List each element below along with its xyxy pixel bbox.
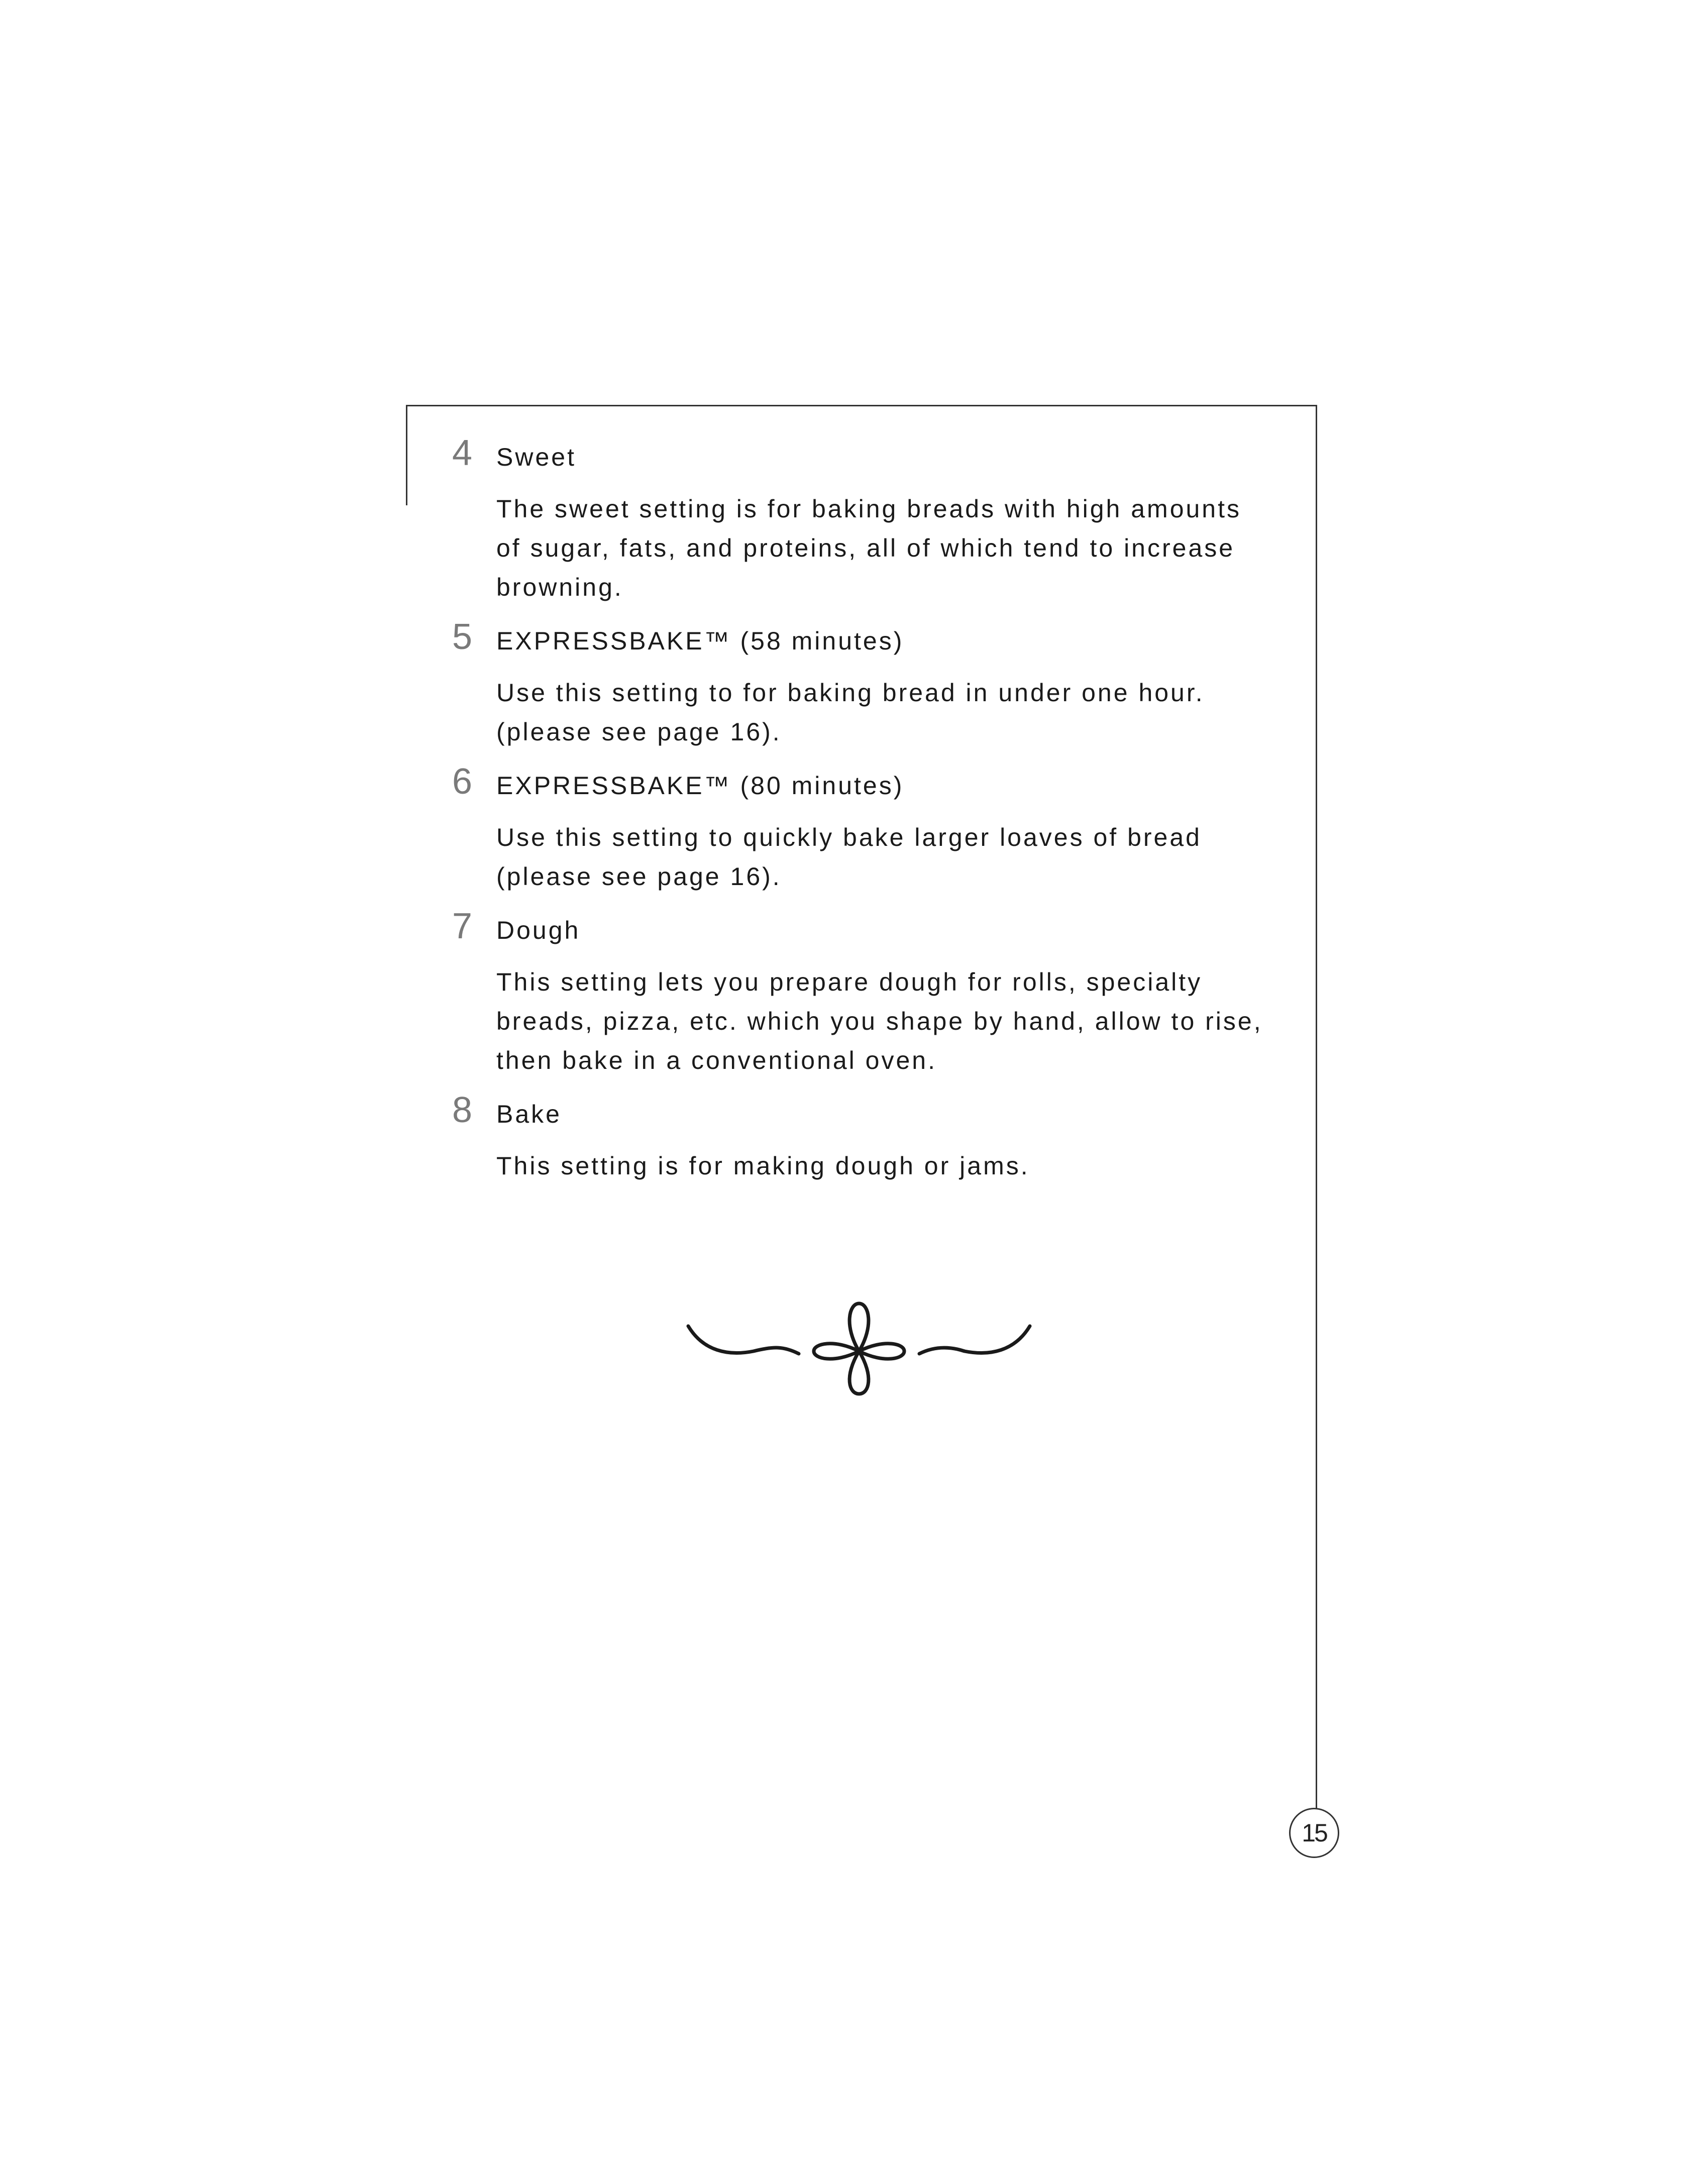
section-number: 4	[452, 433, 473, 473]
setting-section-expressbake-80	[452, 761, 1276, 896]
section-number: 7	[452, 906, 473, 946]
section-title: Bake	[496, 1100, 562, 1128]
section-title: EXPRESSBAKE™ (80 minutes)	[496, 772, 904, 800]
section-number: 8	[452, 1090, 473, 1130]
flourish-divider-icon	[683, 1296, 1035, 1396]
section-title: Dough	[496, 916, 581, 944]
settings-list	[452, 433, 1276, 1205]
frame-right-rule	[1316, 405, 1317, 1809]
setting-section-dough	[452, 906, 1276, 1080]
section-number: 6	[452, 761, 473, 802]
setting-section-sweet	[452, 433, 1276, 607]
setting-section-bake	[452, 1090, 1276, 1185]
section-description: This setting lets you prepare dough for rolls, specialty breads, pizza, etc. which you shape by hand, allow to rise, then bake in a conventional oven.	[496, 968, 1263, 1074]
section-number: 5	[452, 617, 473, 657]
frame-left-rule	[406, 405, 407, 505]
section-description: Use this setting to for baking bread in under one hour. (please see page 16).	[496, 679, 1205, 746]
section-description: The sweet setting is for baking breads with high amounts of sugar, fats, and proteins, all of which tend to increase browning.	[496, 495, 1242, 601]
section-description: This setting is for making dough or jams.	[496, 1152, 1030, 1180]
frame-top-rule	[407, 405, 1317, 406]
section-title: Sweet	[496, 443, 576, 471]
section-description: Use this setting to quickly bake larger loaves of bread (please see page 16).	[496, 823, 1202, 891]
page-number-badge: 15	[1289, 1808, 1339, 1858]
setting-section-expressbake-58	[452, 617, 1276, 751]
section-title: EXPRESSBAKE™ (58 minutes)	[496, 627, 904, 655]
